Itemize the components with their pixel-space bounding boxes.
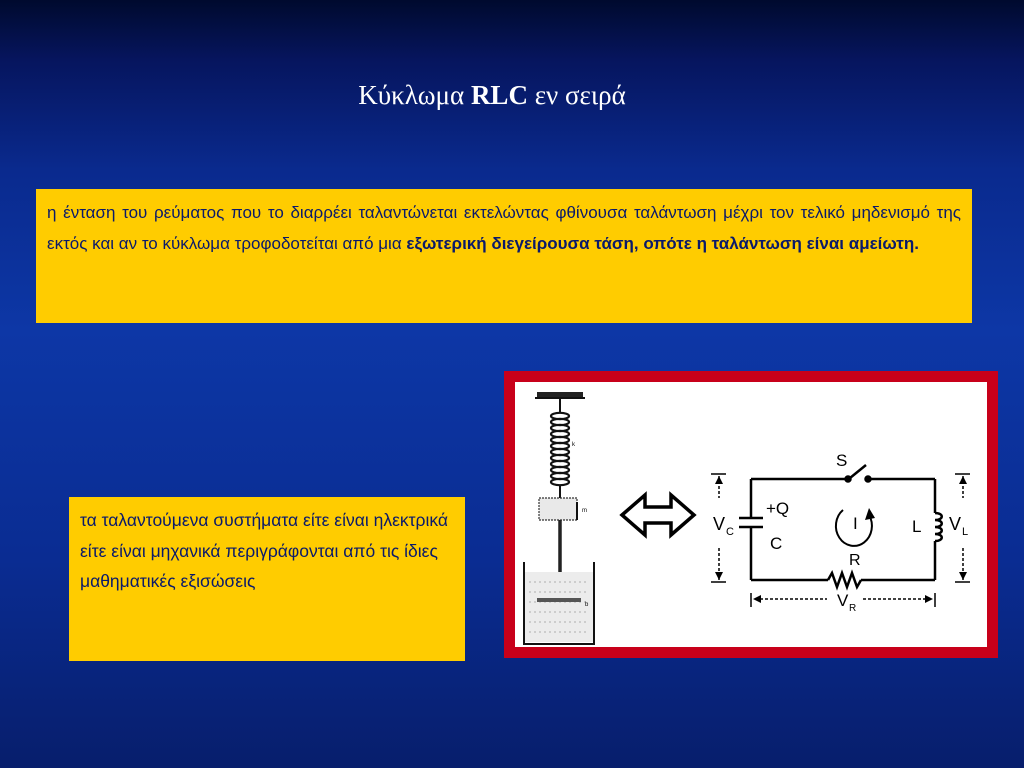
- damper-piston: [537, 598, 581, 602]
- analogy-box: [69, 497, 465, 661]
- resistor: [828, 573, 861, 587]
- diagram-panel: [515, 382, 987, 647]
- analogy-text: τα ταλαντούμενα συστήματα είτε είναι ηλεκτρικά είτε είναι μηχανικά περιγράφονται από τις ίδιες μαθηματικές εξισώσεις: [80, 510, 449, 591]
- spring-mass-damper: [524, 392, 594, 644]
- vl-label: V: [949, 514, 962, 534]
- mass-block: [539, 498, 577, 520]
- spring: [551, 413, 569, 485]
- mechanical-electrical-diagram: [515, 382, 987, 647]
- title-word-circuit: Κύκλωμα: [358, 80, 465, 110]
- switch: [850, 465, 866, 478]
- description-bold-text: εξωτερική διεγείρουσα τάση, οπότε η ταλάντωση είναι αμείωτη.: [406, 234, 919, 253]
- vr-subscript: R: [849, 603, 857, 614]
- current-label: I: [853, 514, 858, 533]
- vl-subscript: L: [962, 526, 969, 538]
- resistor-label: R: [849, 552, 861, 569]
- title-series: εν σειρά: [534, 80, 626, 110]
- equivalence-arrow-icon: [622, 495, 694, 535]
- title-rlc: RLC: [470, 80, 528, 110]
- capacitor-label: C: [770, 534, 783, 553]
- inductor: [935, 513, 942, 541]
- description-box: [36, 189, 972, 323]
- fluid: [525, 572, 593, 642]
- current-arrowhead-icon: [865, 508, 875, 520]
- switch-label: S: [836, 451, 848, 470]
- vr-label: V: [837, 591, 849, 610]
- inductor-label: L: [912, 517, 922, 536]
- vc-subscript: C: [726, 526, 734, 538]
- damper-label: b: [585, 602, 589, 608]
- mass-label: m: [582, 508, 587, 514]
- description-text: η ένταση του ρεύματος που το διαρρέει ταλαντώνεται εκτελώντας φθίνουσα ταλάντωση μέχρι τον τελικό μηδενισμό της εκτός και αν το κύκλωμα τροφοδοτείται από μια: [47, 203, 961, 253]
- ceiling-mount: [537, 392, 583, 397]
- spring-label: k: [572, 442, 575, 448]
- slide-title: [0, 80, 984, 111]
- vc-label: V: [713, 514, 726, 534]
- diagram-frame: [504, 371, 998, 658]
- capacitor-charge-label: +Q: [766, 499, 790, 518]
